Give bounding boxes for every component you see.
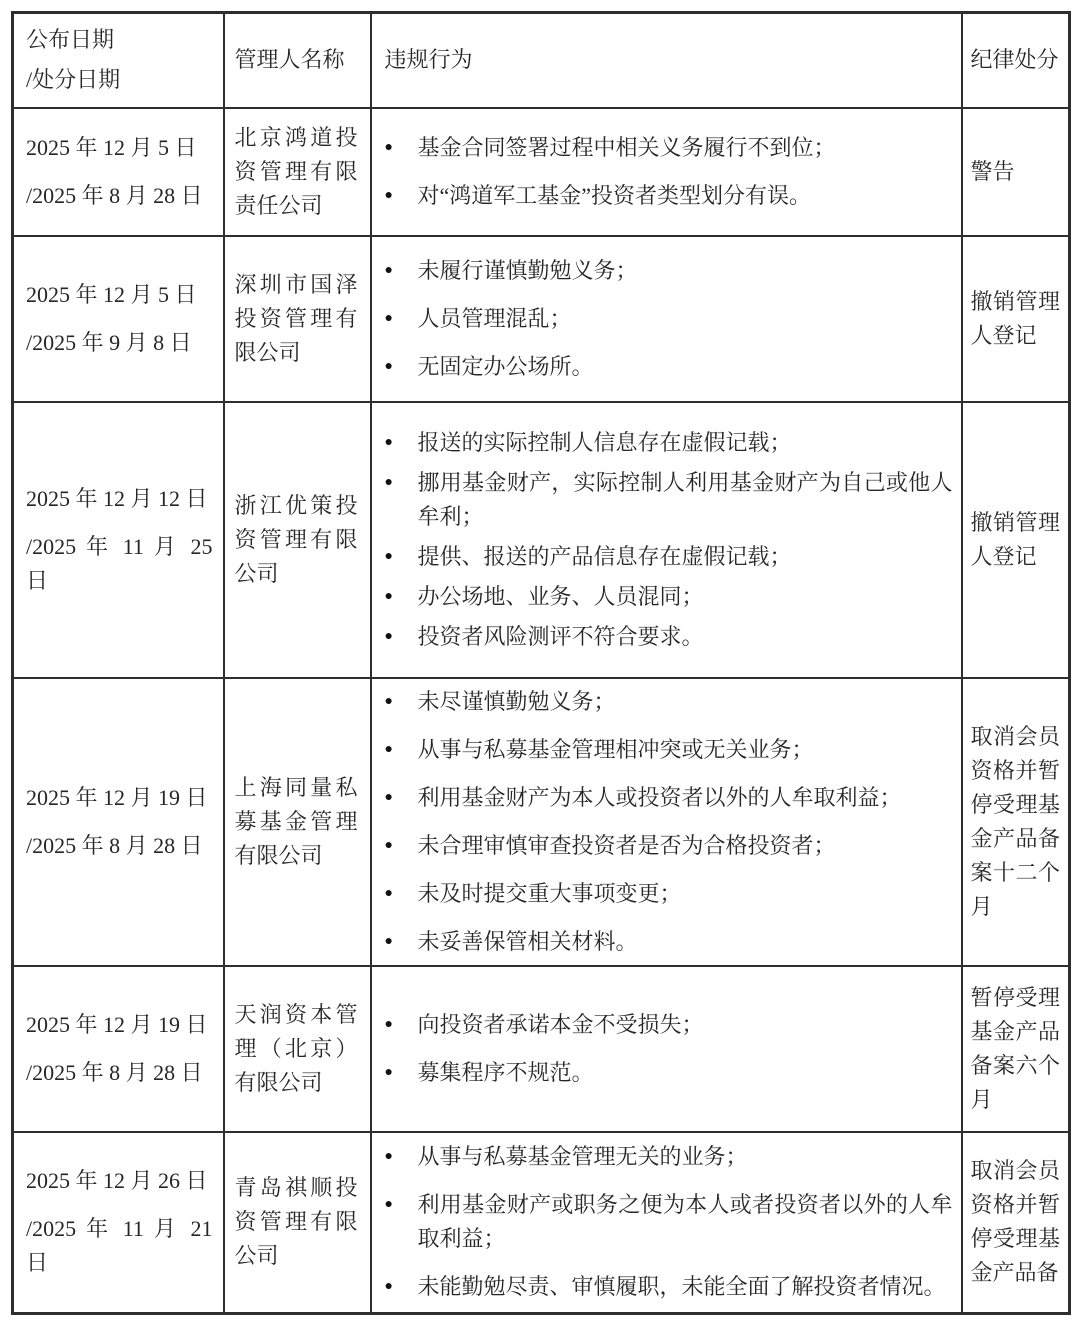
discipline-text: 撤销管理人登记 <box>970 288 1060 348</box>
violation-item <box>385 254 953 288</box>
publish-date: 2025 年 12 月 5 日 <box>26 281 197 307</box>
violation-item <box>385 1008 953 1042</box>
violation-text: 报送的实际控制人信息存在虚假记载； <box>417 429 792 455</box>
table-row <box>13 108 1070 236</box>
violation-item <box>385 733 953 767</box>
manager-name: 天润资本管理（北京）有限公司 <box>234 1001 358 1095</box>
violation-item <box>385 426 953 460</box>
manager-name-cell <box>224 108 371 236</box>
violations-cell <box>371 1132 962 1314</box>
manager-name: 北京鸿道投资管理有限责任公司 <box>234 124 358 218</box>
discipline-cell <box>962 1132 1070 1314</box>
bullet-icon: ● <box>384 628 393 644</box>
violations-cell <box>371 236 962 402</box>
bullet-icon: ● <box>384 187 393 203</box>
violation-text: 未合理审慎审查投资者是否为合格投资者； <box>417 832 836 858</box>
bullet-icon: ● <box>384 1064 393 1080</box>
publish-date-cell <box>13 402 224 678</box>
table-row <box>13 678 1070 966</box>
manager-name-cell <box>224 966 371 1132</box>
violation-item <box>385 781 953 815</box>
bullet-icon: ● <box>384 741 393 757</box>
publish-date-cell <box>13 966 224 1132</box>
violation-text: 未及时提交重大事项变更； <box>417 880 682 906</box>
table-row <box>13 1132 1070 1314</box>
manager-name-cell <box>224 1132 371 1314</box>
bullet-icon: ● <box>384 1149 393 1165</box>
table-row <box>13 402 1070 678</box>
violation-text: 无固定办公场所。 <box>417 353 594 379</box>
header-manager-name: 管理人名称 <box>224 13 371 108</box>
violations-cell <box>371 966 962 1132</box>
violation-item <box>385 1140 953 1174</box>
violation-text: 未尽谨慎勤勉义务； <box>417 688 616 714</box>
bullet-icon: ● <box>384 434 393 450</box>
bullet-icon: ● <box>384 885 393 901</box>
discipline-table <box>11 11 1071 1315</box>
punish-date: /2025 年 8 月 28 日 <box>26 182 203 208</box>
publish-date: 2025 年 12 月 19 日 <box>26 784 208 810</box>
manager-name: 上海同量私募基金管理有限公司 <box>234 774 358 868</box>
manager-name: 青岛祺顺投资管理有限公司 <box>234 1175 358 1269</box>
header-discipline: 纪律处分 <box>962 13 1070 108</box>
violation-text: 提供、报送的产品信息存在虚假记载； <box>417 543 792 569</box>
violation-item <box>385 925 953 959</box>
publish-date-cell <box>13 1132 224 1314</box>
punish-date: /2025 年 11 月 25 日 <box>26 533 213 593</box>
violation-text: 办公场地、业务、人员混同； <box>417 583 704 609</box>
violation-text: 基金合同签署过程中相关义务履行不到位； <box>417 134 836 160</box>
violation-text: 未能勤勉尽责、审慎履职，未能全面了解投资者情况。 <box>417 1274 946 1300</box>
violation-text: 未履行谨慎勤勉义务； <box>417 257 638 283</box>
publish-date: 2025 年 12 月 19 日 <box>26 1011 208 1037</box>
publish-date: 2025 年 12 月 5 日 <box>26 134 197 160</box>
bullet-icon: ● <box>384 474 393 490</box>
violation-text: 利用基金财产或职务之便为本人或者投资者以外的人牟取利益； <box>417 1192 953 1252</box>
bullet-icon: ● <box>384 262 393 278</box>
violation-text: 募集程序不规范。 <box>417 1059 594 1085</box>
manager-name: 浙江优策投资管理有限公司 <box>234 492 358 586</box>
violation-text: 挪用基金财产，实际控制人利用基金财产为自己或他人牟利； <box>417 469 953 529</box>
violation-item <box>385 1270 953 1304</box>
bullet-icon: ● <box>384 1197 393 1213</box>
discipline-cell <box>962 678 1070 966</box>
bullet-icon: ● <box>384 548 393 564</box>
discipline-text: 取消会员资格并暂停受理基金产品备案十二个月 <box>970 723 1060 919</box>
violation-item <box>385 1188 953 1256</box>
violation-text: 对“鸿道军工基金”投资者类型划分有误。 <box>417 182 812 208</box>
discipline-text: 撤销管理人登记 <box>970 509 1060 569</box>
bullet-icon: ● <box>384 358 393 374</box>
publish-date-cell <box>13 108 224 236</box>
discipline-text: 暂停受理基金产品备案六个月 <box>970 984 1060 1112</box>
header-row <box>13 13 1070 108</box>
bullet-icon: ● <box>384 933 393 949</box>
manager-name-cell <box>224 402 371 678</box>
violation-item <box>385 131 953 165</box>
violation-item <box>385 540 953 574</box>
bullet-icon: ● <box>384 139 393 155</box>
table-row <box>13 236 1070 402</box>
bullet-icon: ● <box>384 837 393 853</box>
discipline-text: 取消会员资格并暂停受理基金产品备 <box>970 1158 1060 1286</box>
violation-item <box>385 466 953 534</box>
publish-date-cell <box>13 236 224 402</box>
violations-cell <box>371 108 962 236</box>
publish-date-cell <box>13 678 224 966</box>
violation-text: 从事与私募基金管理相冲突或无关业务； <box>417 736 814 762</box>
bullet-icon: ● <box>384 1016 393 1032</box>
header-punish-date: /处分日期 <box>26 67 121 93</box>
violation-item <box>385 302 953 336</box>
manager-name-cell <box>224 678 371 966</box>
header-publish-date: 公布日期 <box>26 27 115 53</box>
punish-date: /2025 年 11 月 21 日 <box>26 1216 213 1276</box>
punish-date: /2025 年 8 月 28 日 <box>26 832 203 858</box>
punish-date: /2025 年 9 月 8 日 <box>26 329 192 355</box>
discipline-cell <box>962 402 1070 678</box>
bullet-icon: ● <box>384 1279 393 1295</box>
discipline-cell <box>962 236 1070 402</box>
violation-text: 从事与私募基金管理无关的业务； <box>417 1144 748 1170</box>
violation-text: 未妥善保管相关材料。 <box>417 928 638 954</box>
discipline-text: 警告 <box>970 158 1015 184</box>
discipline-cell <box>962 966 1070 1132</box>
violation-item <box>385 829 953 863</box>
violation-item <box>385 685 953 719</box>
publish-date: 2025 年 12 月 12 日 <box>26 485 208 511</box>
violation-item <box>385 620 953 654</box>
manager-name: 深圳市国泽投资管理有限公司 <box>234 271 358 365</box>
discipline-cell <box>962 108 1070 236</box>
violation-text: 利用基金财产为本人或投资者以外的人牟取利益； <box>417 784 902 810</box>
violation-item <box>385 179 953 213</box>
violation-text: 向投资者承诺本金不受损失； <box>417 1011 704 1037</box>
violation-text: 投资者风险测评不符合要求。 <box>417 623 704 649</box>
bullet-icon: ● <box>384 789 393 805</box>
table-row <box>13 966 1070 1132</box>
violation-item <box>385 877 953 911</box>
manager-name-cell <box>224 236 371 402</box>
violation-item <box>385 350 953 384</box>
violation-item <box>385 1056 953 1090</box>
bullet-icon: ● <box>384 693 393 709</box>
violation-item <box>385 580 953 614</box>
header-violations: 违规行为 <box>371 13 962 108</box>
header-dates <box>13 13 224 108</box>
publish-date: 2025 年 12 月 26 日 <box>26 1168 208 1194</box>
bullet-icon: ● <box>384 310 393 326</box>
punish-date: /2025 年 8 月 28 日 <box>26 1059 203 1085</box>
violation-text: 人员管理混乱； <box>417 305 572 331</box>
violations-cell <box>371 678 962 966</box>
bullet-icon: ● <box>384 588 393 604</box>
violations-cell <box>371 402 962 678</box>
